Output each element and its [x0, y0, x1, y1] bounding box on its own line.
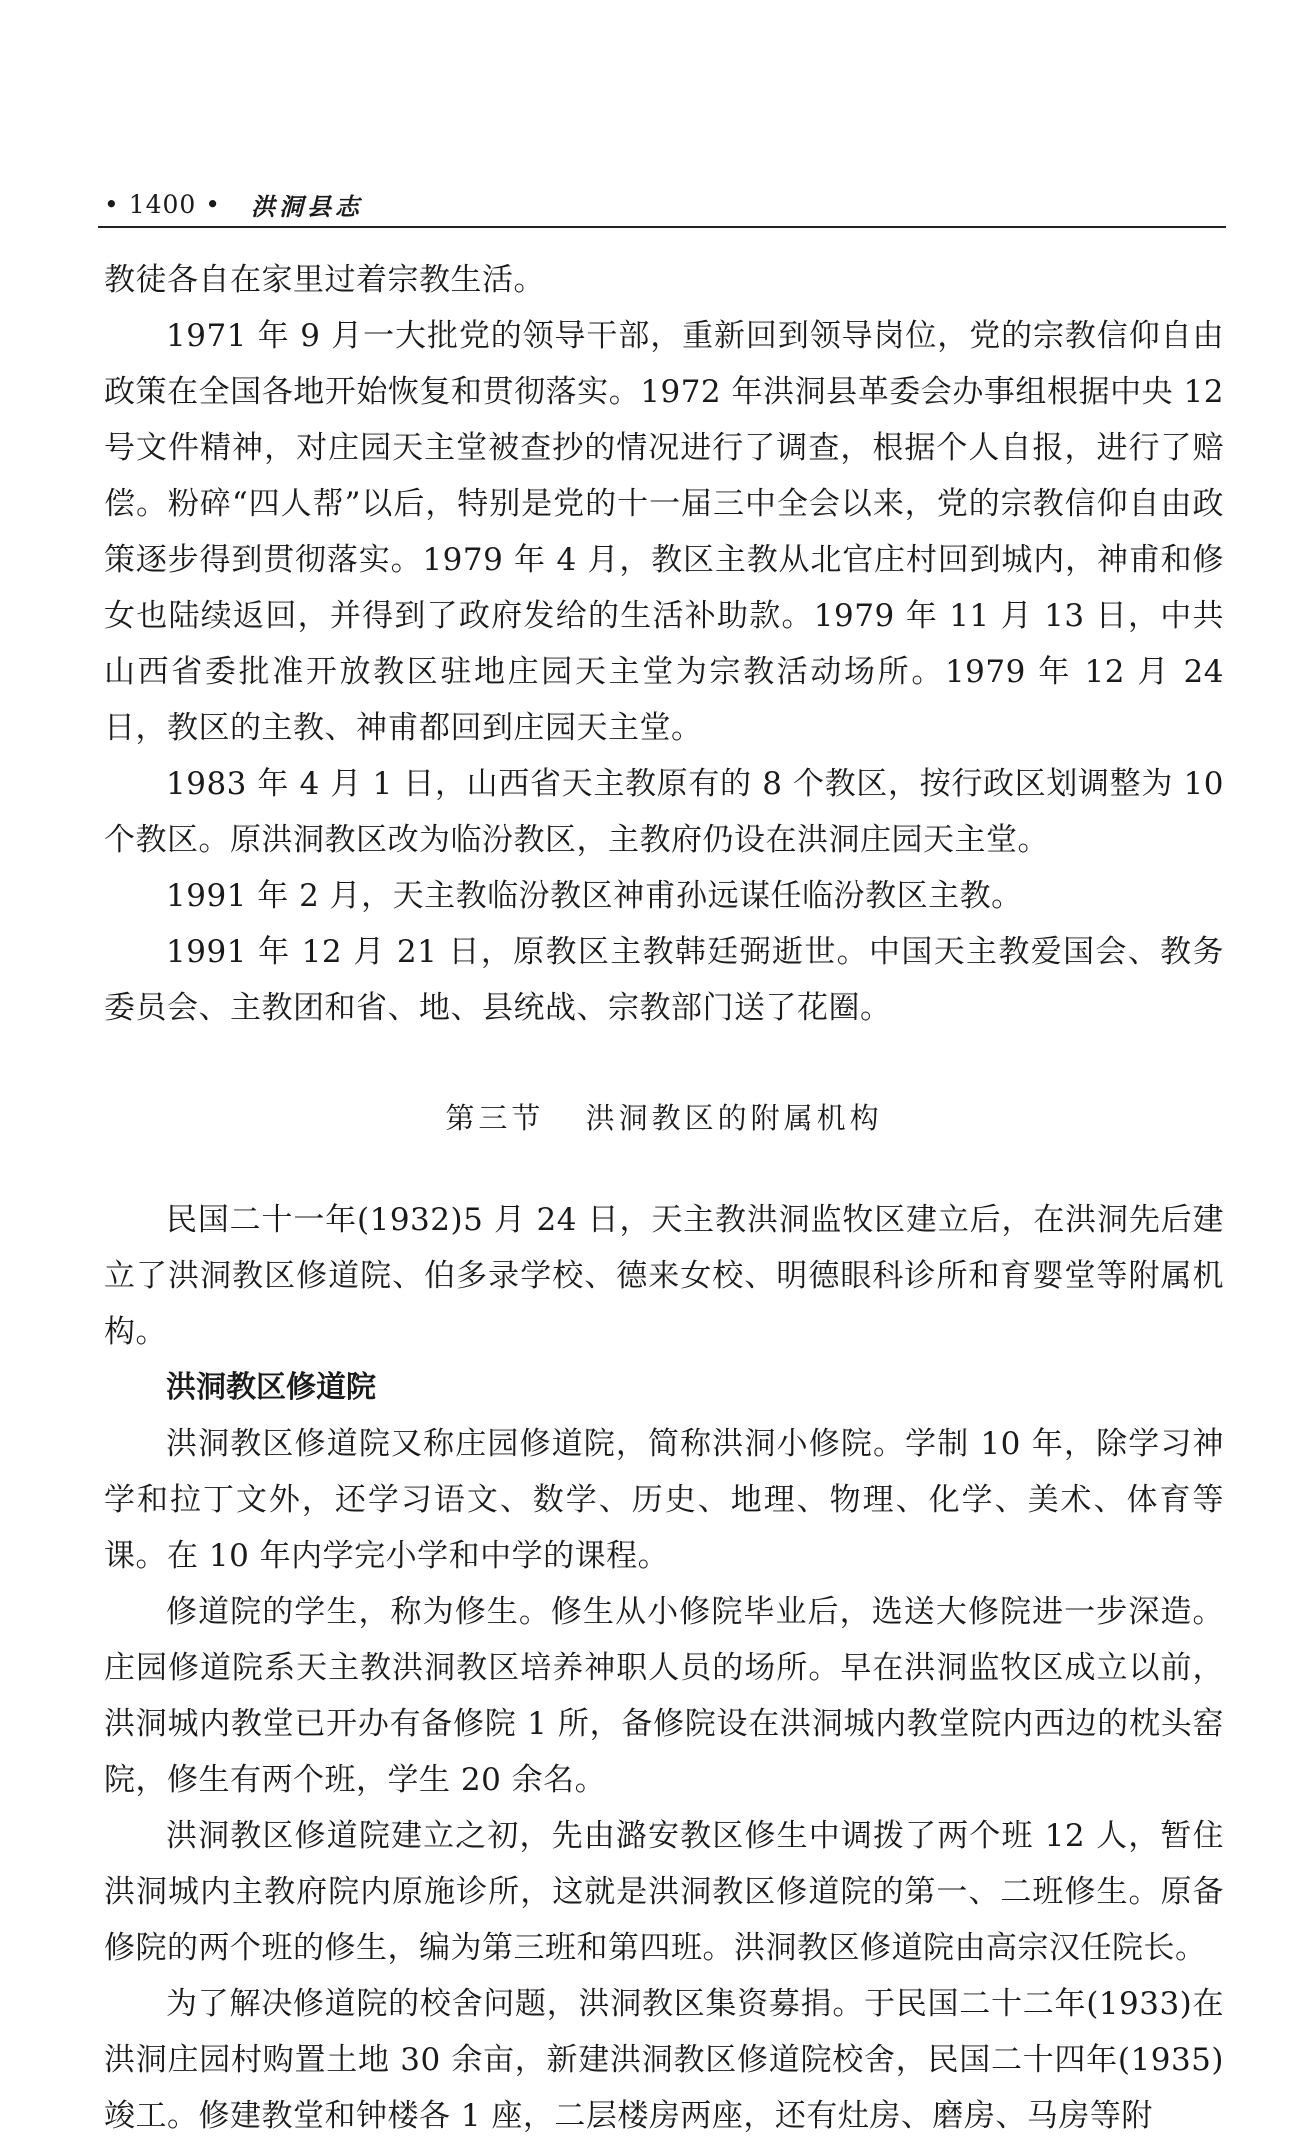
paragraph: 1971 年 9 月一大批党的领导干部，重新回到领导岗位，党的宗教信仰自由政策在全国各地开始恢复和贯彻落实。1972 年洪洞县革委会办事组根据中央 12 号文件精神，对庄园天主堂被查抄的情况进行了调查，根据个人自报，进行了赔偿。粉碎“四人帮”以后，特别是党的十一届三中全会以来，党的宗教信仰自由政策逐步得到贯彻落实。1979 年 4 月，教区主教从北官庄村回到城内，神甫和修女也陆续返回，并得到了政府发给的生活补助款。1979 年 11 月 13 日，中共山西省委批准开放教区驻地庄园天主堂为宗教活动场所。1979 年 12 月 24 日，教区的主教、神甫都回到庄园天主堂。	[104, 318, 1224, 746]
paragraph: 洪洞教区修道院建立之初，先由潞安教区修生中调拨了两个班 12 人，暂住洪洞城内主教府院内原施诊所，这就是洪洞教区修道院的第一、二班修生。原备修院的两个班的修生，编为第三班和第四班。洪洞教区修道院由高宗汉任院长。	[104, 1818, 1224, 1966]
subsection-heading: 洪洞教区修道院	[166, 1370, 376, 1405]
book-title: 洪洞县志	[251, 192, 364, 221]
paragraph: 1983 年 4 月 1 日，山西省天主教原有的 8 个教区，按行政区划调整为 10 个教区。原洪洞教区改为临汾教区，主教府仍设在洪洞庄园天主堂。	[104, 766, 1224, 858]
paragraph: 洪洞教区修道院又称庄园修道院，简称洪洞小修院。学制 10 年，除学习神学和拉丁文外，还学习语文、数学、历史、地理、物理、化学、美术、体育等课。在 10 年内学完小学和中学的课程。	[104, 1426, 1224, 1574]
paragraph: 1991 年 2 月，天主教临汾教区神甫孙远谋任临汾教区主教。	[166, 878, 1023, 914]
running-header	[104, 182, 1224, 226]
section-number: 第三节	[445, 1101, 545, 1135]
header-rule	[98, 226, 1226, 228]
section-title: 洪洞教区的附属机构	[585, 1101, 883, 1135]
paragraph: 1991 年 12 月 21 日，原教区主教韩廷弼逝世。中国天主教爱国会、教务委员会、主教团和省、地、县统战、宗教部门送了花圈。	[104, 934, 1224, 1026]
paragraph: 为了解决修道院的校舍问题，洪洞教区集资募捐。于民国二十二年(1933)在洪洞庄园村购置土地 30 余亩，新建洪洞教区修道院校舍，民国二十四年(1935)竣工。修建教堂和钟楼各 1 座，二层楼房两座，还有灶房、磨房、马房等附	[104, 1986, 1224, 2134]
section-heading	[104, 1098, 1224, 1138]
paragraph-continuation: 教徒各自在家里过着宗教生活。	[104, 262, 545, 298]
section-intro: 民国二十一年(1932)5 月 24 日，天主教洪洞监牧区建立后，在洪洞先后建立了洪洞教区修道院、伯多录学校、德来女校、明德眼科诊所和育婴堂等附属机构。	[104, 1202, 1224, 1350]
paragraph: 修道院的学生，称为修生。修生从小修院毕业后，选送大修院进一步深造。庄园修道院系天主教洪洞教区培养神职人员的场所。早在洪洞监牧区成立以前，洪洞城内教堂已开办有备修院 1 所，备修院设在洪洞城内教堂院内西边的枕头窑院，修生有两个班，学生 20 余名。	[104, 1594, 1224, 1798]
page-number: • 1400 •	[104, 189, 222, 219]
body-text	[104, 252, 1224, 2144]
